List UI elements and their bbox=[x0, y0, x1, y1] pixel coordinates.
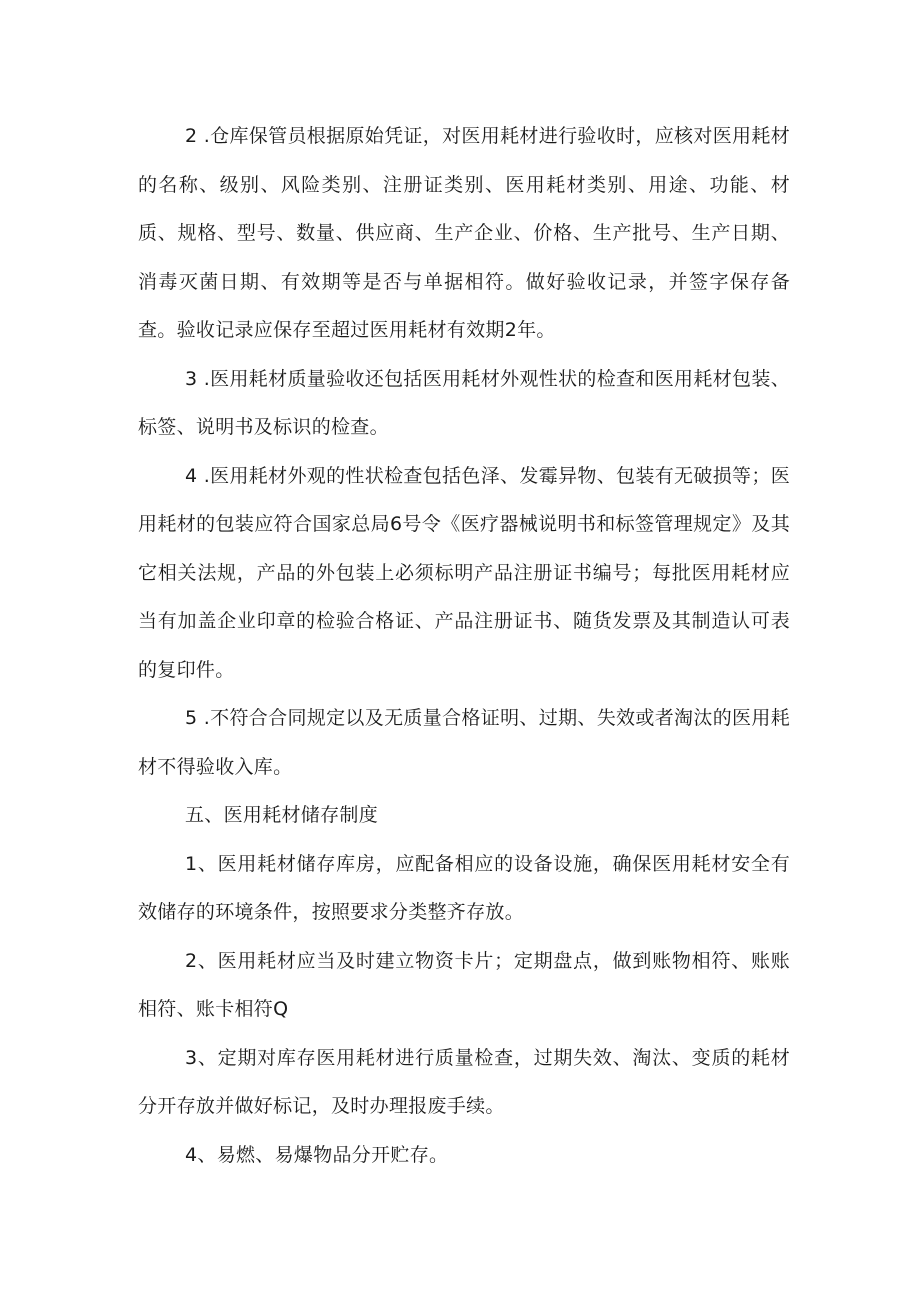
storage-rule-3: 3、定期对库存医用耗材进行质量检查，过期失效、淘汰、变质的耗材分开存放并做好标记，及时办理报废手续。 bbox=[138, 1046, 790, 1117]
document-body bbox=[138, 112, 790, 1179]
paragraph-item-3: 3 .医用耗材质量验收还包括医用耗材外观性状的检查和医用耗材包装、标签、说明书及标识的检查。 bbox=[138, 367, 790, 438]
storage-rule-1: 1、医用耗材储存库房，应配备相应的设备设施，确保医用耗材安全有效储存的环境条件，按照要求分类整齐存放。 bbox=[138, 852, 790, 923]
paragraph-item-5: 5 .不符合合同规定以及无质量合格证明、过期、失效或者淘汰的医用耗材不得验收入库。 bbox=[138, 707, 790, 778]
paragraph-item-2: 2 .仓库保管员根据原始凭证，对医用耗材进行验收时，应核对医用耗材的名称、级别、风险类别、注册证类别、医用耗材类别、用途、功能、材质、规格、型号、数量、供应商、生产企业、价格、生产批号、生产日期、消毒灭菌日期、有效期等是否与单据相符。做好验收记录，并签字保存备查。验收记录应保存至超过医用耗材有效期2年。 bbox=[138, 125, 790, 341]
storage-rule-2: 2、医用耗材应当及时建立物资卡片；定期盘点，做到账物相符、账账相符、账卡相符Q bbox=[138, 949, 790, 1020]
paragraph-item-4: 4 .医用耗材外观的性状检查包括色泽、发霉异物、包装有无破损等；医用耗材的包装应符合国家总局6号令《医疗器械说明书和标签管理规定》及其它相关法规，产品的外包装上必须标明产品注册证书编号；每批医用耗材应当有加盖企业印章的检验合格证、产品注册证书、随货发票及其制造认可表的复印件。 bbox=[138, 464, 790, 681]
storage-rule-4: 4、易燃、易爆物品分开贮存。 bbox=[185, 1143, 449, 1166]
section-heading: 五、医用耗材储存制度 bbox=[185, 804, 379, 826]
